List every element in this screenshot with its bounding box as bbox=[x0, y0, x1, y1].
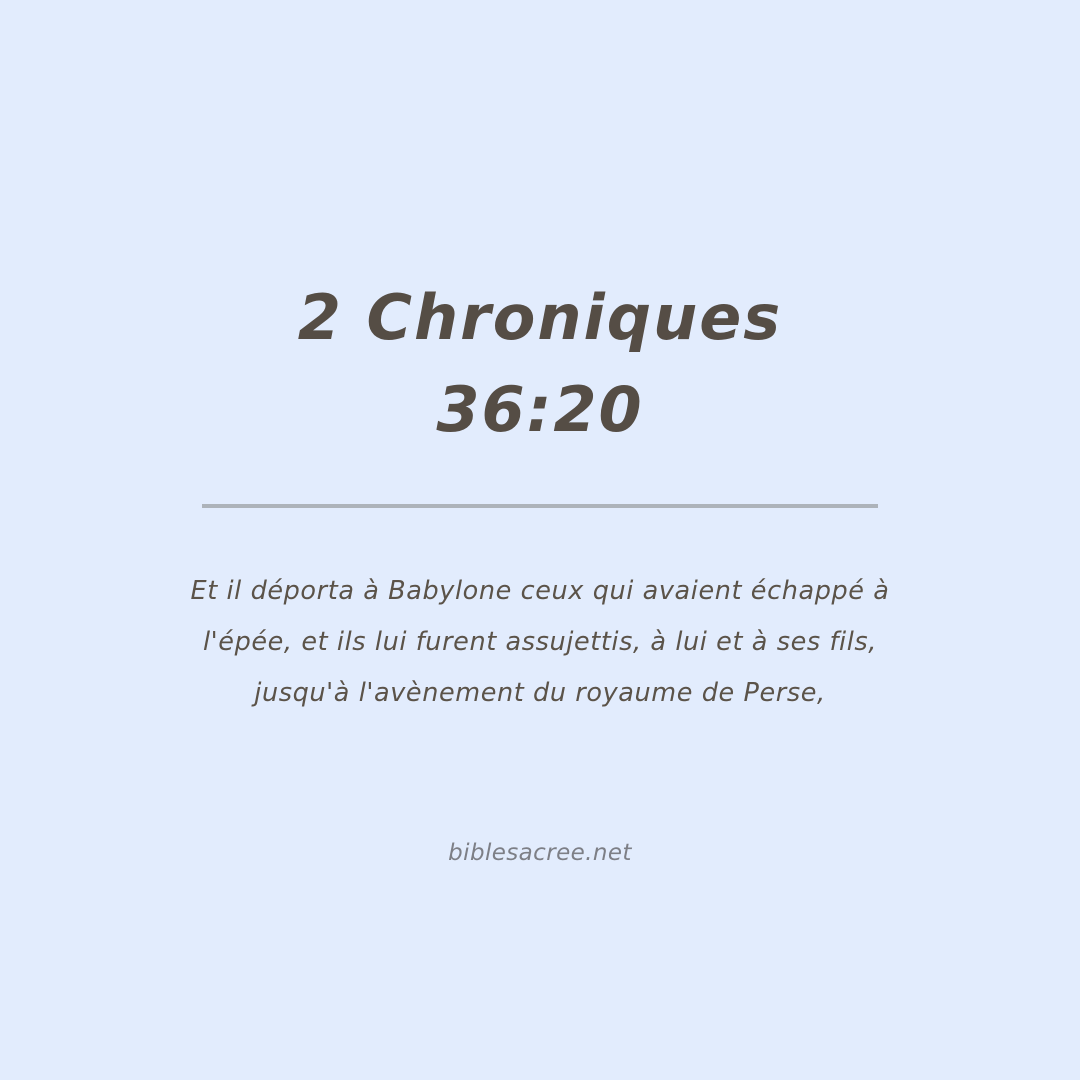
divider bbox=[202, 504, 878, 508]
verse-reference: 2 Chroniques 36:20 bbox=[297, 281, 783, 446]
site-credit: biblesacree.net bbox=[448, 840, 632, 866]
verse-text: Et il déporta à Babylone ceux qui avaient échappé à l'épée, et ils lui furent assujettis, à lui et à ses fils, jusqu'à l'avènement du royaume de Perse, bbox=[190, 575, 890, 708]
